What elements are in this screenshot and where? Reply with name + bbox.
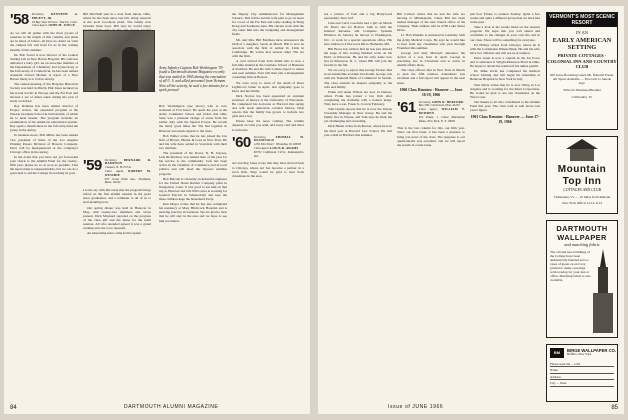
paragraph: Dave Grant is now a captain in the Air Force and is stationed at Wright-Patterson Field in Ohio. He hopes to attend the reunion if his duties permit. <box>470 55 540 69</box>
paragraph: Bob Worthington (see photo) who is now stationed at Fort Knox. He spent the year at the Army Command School and writes that Ohio State was a pleasant change of scene from his earlier duty with the Special Forces. He recalls the many good times the '59s had together in Hanover and sends regards to the class. <box>159 104 227 133</box>
paragraph: Bill MacNeill sent in a note from Akron, Ohio, where he has been since last fall, doing research at the local Goodyear plant. The family now includes three boys. Bill says he would enjoy <box>83 12 151 29</box>
paragraph: A card arrived from Tom Smith who is now a full-time student in the Graduate School of Business at Stanford. He and his wife Connie expect to return east next summer. Tom will then join a management consulting firm in Boston. <box>232 59 304 80</box>
paragraph: Bob Waller writes that he has joined the law firm of Brown, Hunter & Goss in New York. He and his wife have settled in Scarsdale with their two children. <box>159 133 227 150</box>
page-number-left: 84 <box>10 405 17 411</box>
coupon-line[interactable]: Name <box>550 368 614 373</box>
column-1 <box>10 12 78 404</box>
ad-subheadline: and matching fabric <box>564 242 600 248</box>
ad-text: IN AN <box>575 30 589 35</box>
paragraph: Ken Mayer writes that he has just completed his residency at Mary Hitchcock Hospital and is entering practice in Lebanon. We are glad to hear that he will stay in the area and we hope to see him at reunion. <box>159 202 227 223</box>
paragraph: just how Friday to reunion Sunday. Quite a few weeks and quite a different group than we have had in the past. <box>470 12 540 25</box>
mountain-top-inn-ad[interactable] <box>546 136 618 214</box>
paragraph: the Deputy City Administrator for Management Science. This fall he and his wife plan to go on leave for a tour of the Far East and some reading in Hong Kong and Southeast Asia. His current work with the city takes him into the budgeting and management fields. <box>232 12 304 37</box>
paragraph: Dr. Bob Sorrel is now director of the Central Testing Lab in New Haven Hospital. His wife has delivered a baby girl. As an associate member of the Department of Chemistry and Gynecology at the University of Connecticut, he has been named Assistant Unwed Mother. A report of a New Haven Study is to follow shortly. <box>10 52 78 82</box>
column-5 <box>324 12 392 404</box>
class-heading-59 <box>83 156 151 186</box>
paragraph: Dick Hazen writes from Boston, where he is in his third year at Harvard Law School. He will join a firm in Hartford this summer. <box>324 124 392 137</box>
company-logo: BM <box>550 348 564 358</box>
paragraph: We were sorry to learn of the death of Dave Lightfoot's father in April. Our sympathy goes to Dave and his family. <box>232 80 304 93</box>
coupon-line[interactable]: Address <box>550 375 614 380</box>
paragraph: George and Judy Maxwell announce the arrival of a son, born in April. George is practicing law in Cleveland and is active in alumni affairs there. <box>397 50 465 68</box>
ad-text: New York Office: LO 4-1114 <box>562 200 602 205</box>
paragraph: Bill Carlson writes that he and his wife are moving to Minneapolis, where Bill has been named manager of the new branch office of his company. Their address will be 4700 Lake Shore Drive. <box>397 12 465 33</box>
column-6 <box>397 12 465 404</box>
class-year-59: '59 <box>83 156 102 174</box>
left-page <box>4 6 310 414</box>
ad-text: COTTAGES AND CLUB <box>563 188 601 192</box>
wallpaper-order-coupon[interactable] <box>546 344 618 402</box>
paragraph: In the event that you have not yet forwarded your check to the Alumni Fund for the twenty-fifth year, please do so as soon as possible. That the need exists is unquestionable, but we can do a great deal to aid the College in reaching its goal. <box>10 154 78 176</box>
paragraph: Bob Balcom is currently an industrial engineer for the United States Rubber Company plant in Naugatuck, Conn. It was good to see him on that trip to Hanover last fall. Bill Carter is working for General Electric in Schenectady and says the three children keep the household lively. <box>159 176 227 202</box>
ad-text: PRIVATE COTTAGES · COLONIAL INN AND COUNTRY CLUB <box>547 53 617 69</box>
class-year-60: '60 <box>232 133 251 151</box>
photo-caption: Army Infantry Captain Bob Worthington '59 found a Dartmouth alumni Magazine recently that was mailed in 1965 during the evacuation of all U. S. and allied personnel from Vietnam. Note all the activity, he said a few minutes for a quick perusal. <box>159 66 228 93</box>
class-secretary-58: Secretary, KENNETH A. PRUETT, JR. 18 Bay View Terrace · Darien, Conn. Class Agent, JOHN M. JOYCE <box>31 12 78 28</box>
paragraph: Ray Robbins has been named director of Project Action, the expanded program at the Weston Graduate School in Switzerland, of which he is head master. The program includes an examination of the American educational system. Ray spent a month there in the fall and joined the group in the spring. <box>10 103 78 133</box>
paragraph: not a picture of Tom and a big Hollywood personality. Sure 'nuf. <box>324 12 392 21</box>
page-number-right: 85 <box>611 405 618 411</box>
figure-silhouette <box>98 57 112 91</box>
worthington-photo <box>83 30 155 92</box>
class-year-58: '58 <box>10 12 29 28</box>
paragraph: This is the last column for this, our fifth year. Since our first issue, it has been a pleasure to bring you news of the class. The response to our questionnaire was excellent, and we will report the results in a later issue. <box>397 126 465 147</box>
paragraph: The president of the Dover, N. H. Jaycees, Jack Richardson, was named man of the year for his service to the community. Jack has been active in the Chamber of Commerce and in local politics and will head the Jaycees' summer program. <box>159 151 227 176</box>
class-secretary-61: Secretary, JOHN R. HERFORD Box 599, Cincinnati, Ohio 45201 Class Agent, WILLIAM T. BOWDEN The Plaza, 1 Chase Manhattan Plaza, New York, N. Y. 10005 <box>418 99 465 123</box>
dartmouth-wallpaper-ad[interactable] <box>546 220 618 338</box>
paragraph: Dick Norton has been appointed an assistant professor of history at the University of Wisconsin. He completed his doctorate at Harvard this spring and will teach American colonial history. Dick reports that the family has grown to include two girls and a boy. <box>232 93 304 119</box>
coupon-line[interactable]: City ... State <box>550 381 614 386</box>
paragraph: John and Carol Goodwin had a girl on March 29. That's one for Boston. John is with the Internal Revenue and Computer Systems Division. In January he moved to Washington, D.C. to work in a special operations office. His new address is 4 Norwood Drive, Bethesda, Md. <box>324 21 392 46</box>
coupon-line[interactable]: Please send me ... rolls <box>550 362 614 367</box>
vermont-resort-ad[interactable] <box>546 12 618 130</box>
class-heading-60 <box>232 133 304 159</box>
paragraph: Please keep the news coming. The column depends on what you send, and every card and letter is welcome. <box>232 119 304 132</box>
coupon-fields <box>550 362 614 388</box>
paragraph: The class officers met in New York in March to plan the fifth reunion. Attendance was excellent and a full report will appear in the next issue. <box>397 68 465 85</box>
ad-text: EARLY AMERICAN SETTING <box>552 37 612 51</box>
paragraph: Mr. and Mrs. Bill Edelman have announced the birth of a daughter, Sarah, in March. Bill is now an associate with the firm of Arthur D. Little in Cambridge. He writes that several other '59s are with the firm. <box>232 37 304 58</box>
ad-text: Chittenden, Vt. — 10 miles from Rutland <box>553 194 611 199</box>
paragraph: Art and Peg Jones wrote that they have moved back to Chicago, where Art has become a partner in a local firm. They would be glad to hear from classmates in the area. <box>232 161 304 178</box>
paragraph: As we will all gather with the most joyous of reunions in the length of this column, and plans are in hand, of labors, all have no doubt on what the campus life will hold for us in the coming months of this summer. <box>10 31 78 52</box>
ad-headline: Mountain Top Inn <box>557 164 607 187</box>
paragraph: Our spring dinner was held in Hanover in May, with twenty-two members and wives present. Dick Maynard reported on the progress of the class gift and the plans for the tenth reunion. All who attended agreed it was a grand evening and one to be repeated. <box>83 205 151 230</box>
paragraph: Our thanks to all who contributed to the Alumni Fund this year. The class total is well above last year's figure. <box>470 99 540 113</box>
ad-text: Chittenden, Vt. <box>571 94 593 99</box>
ad-text: The old and new buildings of the College have been authentically blended in two tones of green on an ivory ground to make a prestige wallcovering for your den or office. Matching fabric is also available. <box>550 250 591 283</box>
column-3 <box>159 104 227 404</box>
class-heading-61 <box>397 98 465 124</box>
ad-text: 650 Acres Bordering Green Mt. National Forest. All Sports Available — Free Golf to June & Sept. <box>550 72 614 85</box>
column-4 <box>232 12 304 404</box>
paragraph: An interesting letter came from Captain <box>87 231 141 236</box>
paragraph: Lt. Bob Watkins is stationed in Germany with the Army Medical Corps. He says he would like to hear from any classmates who pass through Frankfurt this summer. <box>397 33 465 50</box>
ad-headline: VERMONT'S MOST SCENIC RESORT <box>547 13 617 27</box>
ad-text: Buffalo, New York <box>567 352 592 356</box>
ad-headline: DARTMOUTH WALLPAPER <box>556 224 608 242</box>
class-secretary-59: Secretary, BERNARD R. HAMPTON Canaan, N. H. 03741 Class Agent, ROBERT M. WINSHIP 837 Great Plain Ave., Needham, Mass. 02192 <box>104 157 151 185</box>
right-page <box>318 6 624 414</box>
column-7 <box>470 12 540 404</box>
paragraph: The annual meeting of the Holyoke Historical Society was held in March. Phil Jones lectured on his recent travels in Europe and the Far East and showed a set of slides taken during his year of study at Oxford. <box>10 82 78 103</box>
paragraph: Ed Hickey writes from Chicago, where he is with the Continental Illinois Bank. He and his wife have two children and will see us at reunion. <box>470 42 540 55</box>
paragraph: In business news, Bob Miller has been named vice president of Sales of the Los Angeles Printing Papers Division of Bowers Company. Dave will be headquartered at the company's Chicago office in the spring. <box>10 133 78 154</box>
paragraph: Take a look at the events listed on the reunion program. We hope that you will attend and contribute to the changes in your own life and in our class. There will be something for everyone. <box>470 25 540 42</box>
ad-text: Write for Illustrated Booklet <box>563 87 601 92</box>
inn-icon <box>562 139 602 161</box>
baker-tower-icon <box>593 249 613 333</box>
reunion-notice-60: 1960 Class Reunion · Hanover — June 16-19, 1966 <box>399 87 463 97</box>
page-footer-right: Issue of JUNE 1966 <box>388 404 444 410</box>
ad-headline: BIRGE WALLPAPER CO. <box>567 348 617 353</box>
figure-silhouette <box>122 47 138 91</box>
paragraph: Let me say with this issue that the program brings before us the first alumni reunion in the years since graduation, and a reminder to all of us to start planning now. <box>83 188 151 205</box>
reunion-notice-61: 1961 Class Reunion · Hanover — June 17-19, 1966 <box>470 115 540 125</box>
class-heading-58 <box>10 13 78 28</box>
paragraph: Stan Davis writes that he is now living in Los Angeles and is working for the Rand Corporation. He would be glad to see any classmates on the West Coast. <box>470 82 540 99</box>
paragraph: Tom Lipkin reports that he is now the Wayne Township Manager in New Jersey. He and his family live in Wayne, and Tom says he finds the job challenging and rewarding. <box>324 107 392 124</box>
paragraph: Dr. Mike Irwin has completed his medical school training and will begin his internship at Bellevue Hospital in New York in July. <box>470 69 540 82</box>
paragraph: We are sorry to report that George Tucker died in an automobile accident last month. George was with the National Bank of Commerce in Seattle. The class extends its deepest sympathy to his wife and family. <box>324 68 392 89</box>
paragraph: Bill Bowe has written that he has just entered the stage of life, having finished work on his Ph.D. at Princeton. He and his wife Anne now live in Princeton, N. J., where Bill will join the faculty in the fall. <box>324 46 392 68</box>
page-footer-left: DARTMOUTH ALUMNI MAGAZINE <box>124 404 219 410</box>
class-year-61: '61 <box>397 98 416 116</box>
paragraph: Frank and Anne Wilson are now in Denver, where Frank has joined a law firm after completing his clerkship with a federal judge. They have a son, Frank Jr., born in February. <box>324 89 392 106</box>
class-secretary-60: Secretary, THOMAS H. MCDONALD 1250 Elm Street · Winnetka, Ill. 60093 Class Agent, LOUIS R. ADAMS 60732 Coldbrook Circle, Indianapolis, Ind. <box>253 134 304 158</box>
